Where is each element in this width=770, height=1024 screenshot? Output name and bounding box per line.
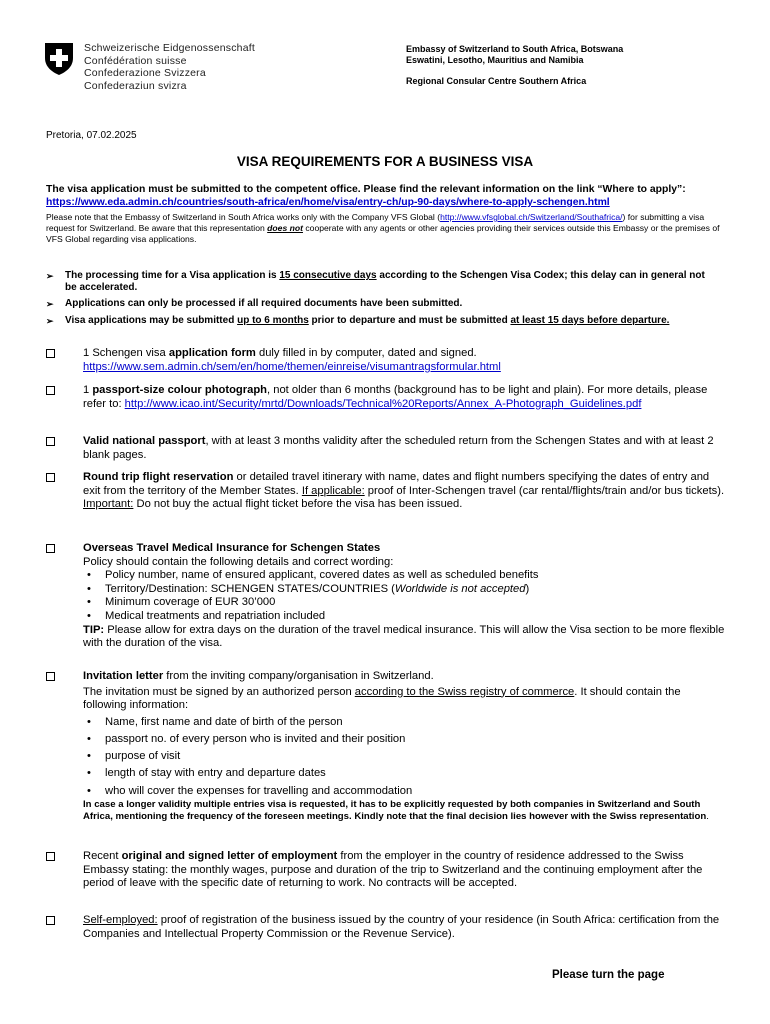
item-heading: Overseas Travel Medical Insurance for Schengen States [83, 542, 381, 554]
checklist-item-photograph [46, 384, 726, 411]
checklist-item-application-form [46, 347, 726, 374]
item-text: , not older than 6 months (background has to be light and plain). For more details, please refer to: [83, 384, 708, 410]
item-text: 1 [83, 384, 93, 396]
list-item: • who will cover the expenses for travelling and accommodation [83, 785, 726, 799]
item-heading: original and signed letter of employment [121, 850, 338, 862]
item-text: proof of registration of the business issued by the country of your residence (in South Africa: certification from the Companies and Intellectual Property Commission or the Revenue Service). [83, 914, 720, 940]
item-text: duly filled in by computer, dated and signed. [255, 347, 477, 359]
list-item: • Name, first name and date of birth of the person [83, 716, 726, 730]
swiss-shield-icon [44, 42, 74, 76]
item-text: The invitation must be signed by an authorized person [83, 685, 355, 698]
item-heading: passport-size colour photograph [92, 384, 268, 396]
embassy-line-1: Embassy of Switzerland to South Africa, Botswana [406, 44, 624, 54]
swiss-coat-of-arms-logo [44, 42, 74, 76]
list-item: • Medical treatments and repatriation included [83, 610, 726, 624]
document-date: Pretoria, 07.02.2025 [46, 130, 137, 141]
item-text: 1 Schengen visa [83, 347, 169, 359]
list-item: • Minimum coverage of EUR 30’000 [83, 596, 726, 610]
checklist-item-flight [46, 471, 726, 512]
confederation-fr: Confédération suisse [84, 54, 187, 67]
list-item: • passport no. of every person who is invited and their position [83, 733, 726, 747]
arrow-underline: up to 6 months [237, 315, 309, 326]
item-text: . [706, 811, 709, 823]
arrow-bullet-icon: ➢ [46, 316, 54, 326]
item-text: Please allow for extra days on the duration of the travel medical insurance. This will allow the Visa section to be more flexible with the duration of the visa. [83, 623, 725, 650]
confederation-de: Schweizerische Eidgenossenschaft [84, 42, 255, 54]
checkbox-icon [46, 852, 55, 861]
item-text: , with at least 3 months validity after the scheduled return from the Schengen States and with at least 2 blank pages. [83, 435, 714, 461]
arrow-text: prior to departure and must be submitted [308, 315, 511, 326]
arrow-underline: at least 15 days before departure. [510, 315, 670, 326]
item-heading: Round trip flight reservation [83, 471, 234, 483]
item-heading: Valid national passport [83, 435, 206, 447]
item-text: from the inviting company/organisation in Switzerland. [163, 670, 434, 682]
vfs-global-link[interactable]: http://www.vfsglobal.ch/Switzerland/Southafrica/ [440, 212, 623, 222]
item-text: from the employer in the country of residence addressed to the Swiss Embassy stating: the monthly wages, purpose and duration of the trip to Switzerland and the continuing employment after the period of leave with the specific date of returning to work. No contracts will be accepted. [83, 850, 703, 890]
item-underline: Self-employed: [83, 914, 158, 926]
embassy-line-2: Eswatini, Lesotho, Mauritius and Namibia [406, 55, 584, 65]
item-heading: application form [168, 347, 256, 359]
item-bold-note: In case a longer validity multiple entries visa is requested, it has to be explicitly requested by both companies in Switzerland and South Africa, mentioning the frequency of the foreseen meetings. Kindly note that the final decision lies however with the Swiss representation [83, 798, 707, 823]
item-text: Policy should contain the following details and correct wording: [83, 555, 394, 568]
list-item: • length of stay with entry and departure dates [83, 767, 726, 781]
checkbox-icon [46, 437, 55, 446]
regional-centre: Regional Consular Centre Southern Africa [406, 76, 587, 86]
where-to-apply-link[interactable]: https://www.eda.admin.ch/countries/south-africa/en/home/visa/entry-ch/up-90-days/where-to-apply-schengen.html [46, 197, 610, 208]
checklist-item-employment [46, 850, 726, 891]
tip-label: TIP: [83, 623, 105, 636]
document-title: VISA REQUIREMENTS FOR A BUSINESS VISA [236, 154, 534, 169]
arrow-underline: 15 consecutive days [279, 270, 377, 281]
checkbox-icon [46, 386, 55, 395]
checkbox-icon [46, 349, 55, 358]
item-underline: according to the Swiss registry of commerce [354, 685, 575, 698]
embassy-address-block [406, 44, 623, 87]
checkbox-icon [46, 916, 55, 925]
checkbox-icon [46, 473, 55, 482]
list-item: • purpose of visit [83, 750, 726, 764]
list-item [83, 583, 726, 597]
arrow-note-processing-time [46, 270, 716, 295]
does-not-emphasis: does not [267, 223, 303, 233]
item-text: or detailed travel itinerary with name, dates and flight numbers specifying the dates of entry and exit from the territory of the Member States. [83, 471, 710, 497]
arrow-text: The processing time for a Visa application is [65, 270, 280, 281]
arrow-text: Applications can only be processed if all required documents have been submitted. [65, 298, 463, 309]
confederation-rm: Confederaziun svizra [84, 79, 187, 92]
checkbox-icon [46, 672, 55, 681]
checkbox-icon [46, 544, 55, 553]
item-text: . It should contain the following information: [83, 685, 681, 712]
item-underline: If applicable: [301, 484, 365, 497]
photo-guidelines-link[interactable]: http://www.icao.int/Security/mrtd/Downloads/Technical%20Reports/Annex_A-Photograph_Guidelines.pdf [124, 397, 642, 410]
arrow-bullet-icon: ➢ [46, 271, 54, 281]
intro-paragraph [46, 183, 726, 209]
application-form-link[interactable]: https://www.sem.admin.ch/sem/en/home/themen/einreise/visumantragsformular.html [83, 360, 501, 373]
checklist-item-invitation [46, 670, 726, 824]
arrow-text: according to the Schengen Visa Codex; this delay can in general not be accelerated. [65, 270, 705, 294]
please-turn-page: Please turn the page [552, 969, 665, 981]
checklist-item-passport [46, 435, 726, 462]
item-italic: Worldwide is not accepted [394, 582, 526, 595]
item-text: Territory/Destination: SCHENGEN STATES/COUNTRIES ( [105, 582, 395, 595]
intro-text: The visa application must be submitted to the competent office. Please find the relevant information on the link “Where to apply”: [46, 184, 686, 195]
item-text: Recent [83, 850, 122, 862]
item-text: ) [525, 582, 530, 595]
item-text: Do not buy the actual flight ticket before the visa has been issued. [133, 498, 463, 511]
note-text-3: cooperate with any agents or other agencies providing their services outside this Embassy or the premises of VFS Global regarding visa applications. [46, 223, 720, 244]
arrow-text: Visa applications may be submitted [65, 315, 238, 326]
item-heading: Invitation letter [83, 670, 164, 682]
item-text: proof of Inter-Schengen travel (car rental/flights/train and/or bus tickets). [364, 484, 725, 497]
vfs-note [46, 212, 726, 245]
note-text-1: Please note that the Embassy of Switzerland in South Africa works only with the Company VFS Global ( [46, 212, 441, 222]
checklist-item-self-employed [46, 914, 726, 941]
arrow-note-submission-window [46, 315, 716, 327]
list-item: • Policy number, name of ensured applicant, covered dates as well as scheduled benefits [83, 569, 726, 583]
confederation-it: Confederazione Svizzera [84, 67, 206, 80]
note-text-2: ) for submitting a visa request for Switzerland. Be aware that this representation [46, 212, 705, 233]
item-underline: Important: [83, 498, 134, 511]
confederation-names [84, 42, 255, 92]
checklist-item-insurance [46, 542, 726, 651]
arrow-note-documents [46, 298, 716, 310]
arrow-bullet-icon: ➢ [46, 299, 54, 309]
